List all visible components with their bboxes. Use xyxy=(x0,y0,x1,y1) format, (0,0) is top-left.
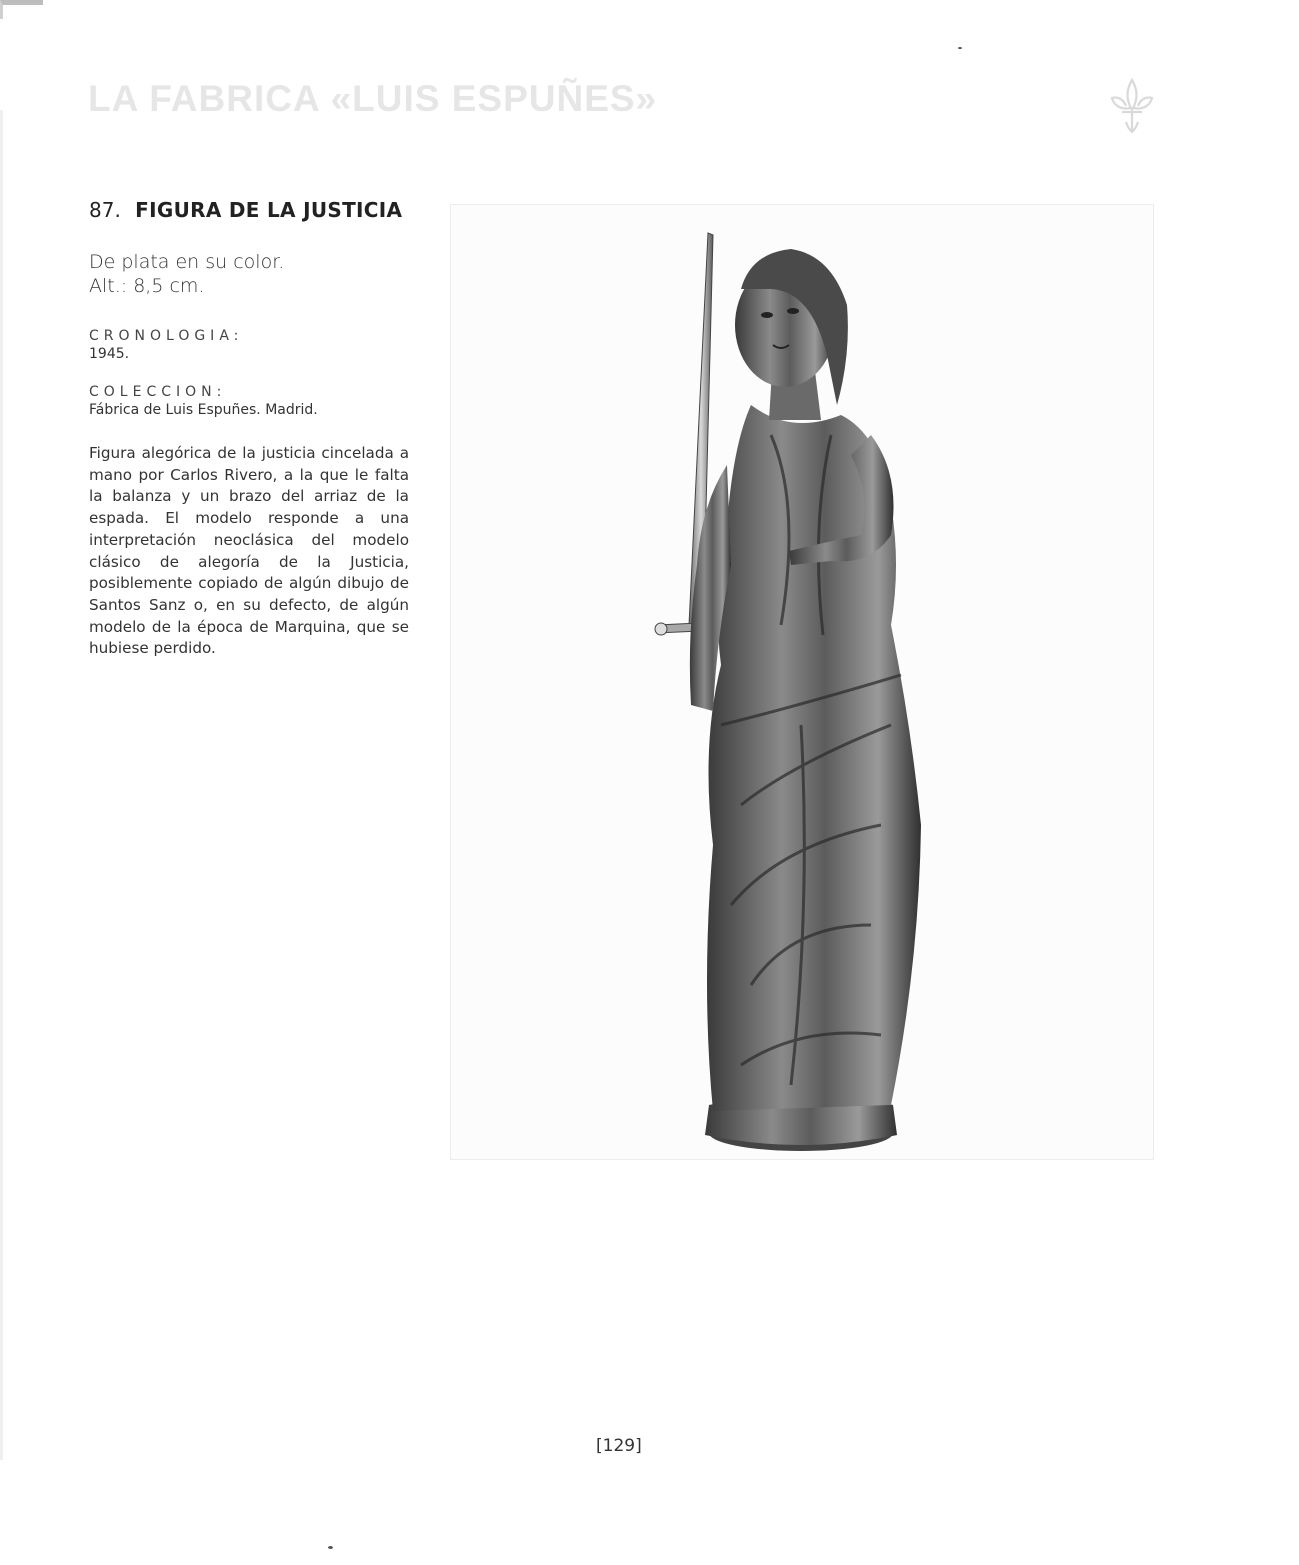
fleur-de-lis-icon xyxy=(1108,76,1156,138)
dust-speck xyxy=(328,1546,333,1549)
cronologia-block xyxy=(89,328,243,362)
scan-edge-mark xyxy=(0,0,43,19)
sculpture-photo xyxy=(450,204,1154,1160)
entry-number: 87. xyxy=(89,198,121,222)
description-text: Figura alegórica de la justicia cincelada a mano por Carlos Rivero, a la que le falta la balanza y un brazo del arriaz de la espada. El modelo responde a una interpretación neoclásica del modelo clásico de alegoría de la Justicia, posiblemente copiado de algún dibujo de Santos Sanz o, en su defecto, de algún modelo de la época de Marquina, que se hubiese perdido. xyxy=(89,444,409,658)
cronologia-label: CRONOLOGIA: xyxy=(89,328,244,344)
coleccion-block xyxy=(89,384,318,418)
material-block xyxy=(89,250,284,298)
cronologia-value: 1945. xyxy=(89,346,130,362)
dust-speck xyxy=(958,47,962,49)
material-text: De plata en su color. xyxy=(89,251,285,273)
scan-edge-shadow xyxy=(0,110,3,1460)
entry-title: FIGURA DE LA JUSTICIA xyxy=(135,198,403,222)
height-text: Alt.: 8,5 cm. xyxy=(89,275,205,297)
page-number: [129] xyxy=(596,1436,642,1456)
coleccion-label: COLECCION: xyxy=(89,384,227,400)
justice-figure-illustration xyxy=(451,205,1153,1159)
running-head: LA FABRICA «LUIS ESPUÑES» xyxy=(88,78,658,119)
coleccion-value: Fábrica de Luis Espuñes. Madrid. xyxy=(89,402,318,418)
entry-heading xyxy=(89,198,402,222)
